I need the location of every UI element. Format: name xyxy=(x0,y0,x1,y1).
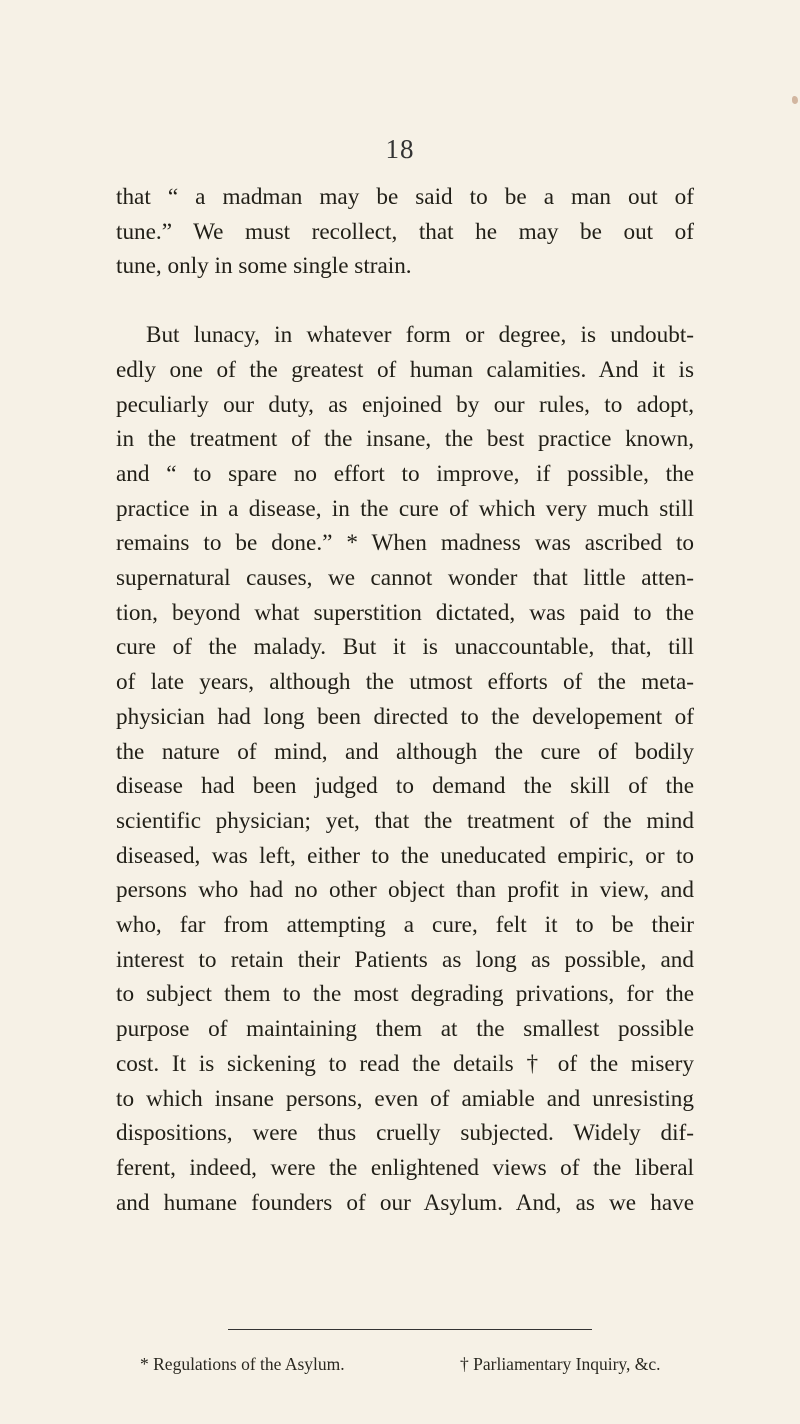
text-line: of late years, although the utmost efforts of the meta- xyxy=(116,669,694,696)
text-line: and “ to spare no effort to improve, if possible, the xyxy=(116,460,694,487)
text-line: But lunacy, in whatever form or degree, is undoubt- xyxy=(146,322,694,349)
text-line: the nature of mind, and although the cure of bodily xyxy=(116,738,694,765)
footnote-parliamentary-inquiry: † Parliamentary Inquiry, &c. xyxy=(460,1354,661,1374)
text-line: to subject them to the most degrading privations, for the xyxy=(116,981,694,1008)
paragraph-2 xyxy=(116,318,694,1220)
text-line: practice in a disease, in the cure of which very much still xyxy=(116,495,694,522)
text-line: edly one of the greatest of human calamities. And it is xyxy=(116,356,694,383)
text-line: physician had long been directed to the developement of xyxy=(116,703,694,730)
text-line: supernatural causes, we cannot wonder that little atten- xyxy=(116,565,694,592)
text-line: tune, only in some single strain. xyxy=(116,253,412,280)
text-line: cure of the malady. But it is unaccountable, that, till xyxy=(116,634,694,661)
text-line: ferent, indeed, were the enlightened views of the liberal xyxy=(116,1154,694,1181)
text-line: and humane founders of our Asylum. And, as we have xyxy=(116,1189,694,1216)
text-line: scientific physician; yet, that the treatment of the mind xyxy=(116,807,694,834)
text-line: in the treatment of the insane, the best practice known, xyxy=(116,426,694,453)
text-line: who, far from attempting a cure, felt it to be their xyxy=(116,912,694,939)
text-line: persons who had no other object than profit in view, and xyxy=(116,877,694,904)
page-number: 18 xyxy=(385,134,415,164)
footnote-regulations: * Regulations of the Asylum. xyxy=(140,1354,345,1374)
text-line: that “ a madman may be said to be a man out of xyxy=(116,184,694,210)
text-line: purpose of maintaining them at the smallest possible xyxy=(116,1016,694,1043)
text-line: dispositions, were thus cruelly subjected. Widely dif- xyxy=(116,1120,694,1147)
text-line: to which insane persons, even of amiable and unresisting xyxy=(116,1085,694,1112)
paragraph-1 xyxy=(116,180,694,284)
text-line: peculiarly our duty, as enjoined by our rules, to adopt, xyxy=(116,391,694,418)
text-line: interest to retain their Patients as long as possible, and xyxy=(116,946,694,973)
text-line: diseased, was left, either to the uneducated empiric, or to xyxy=(116,842,694,869)
text-line: remains to be done.” * When madness was ascribed to xyxy=(116,530,694,557)
paper-blemish xyxy=(792,96,798,104)
text-line: cost. It is sickening to read the details † of the misery xyxy=(116,1050,694,1077)
text-line: tune.” We must recollect, that he may be out of xyxy=(116,218,694,245)
footnote-rule xyxy=(228,1329,592,1330)
text-line: tion, beyond what superstition dictated, was paid to the xyxy=(116,599,694,626)
text-line: disease had been judged to demand the skill of the xyxy=(116,773,694,800)
body-text xyxy=(116,180,694,1220)
